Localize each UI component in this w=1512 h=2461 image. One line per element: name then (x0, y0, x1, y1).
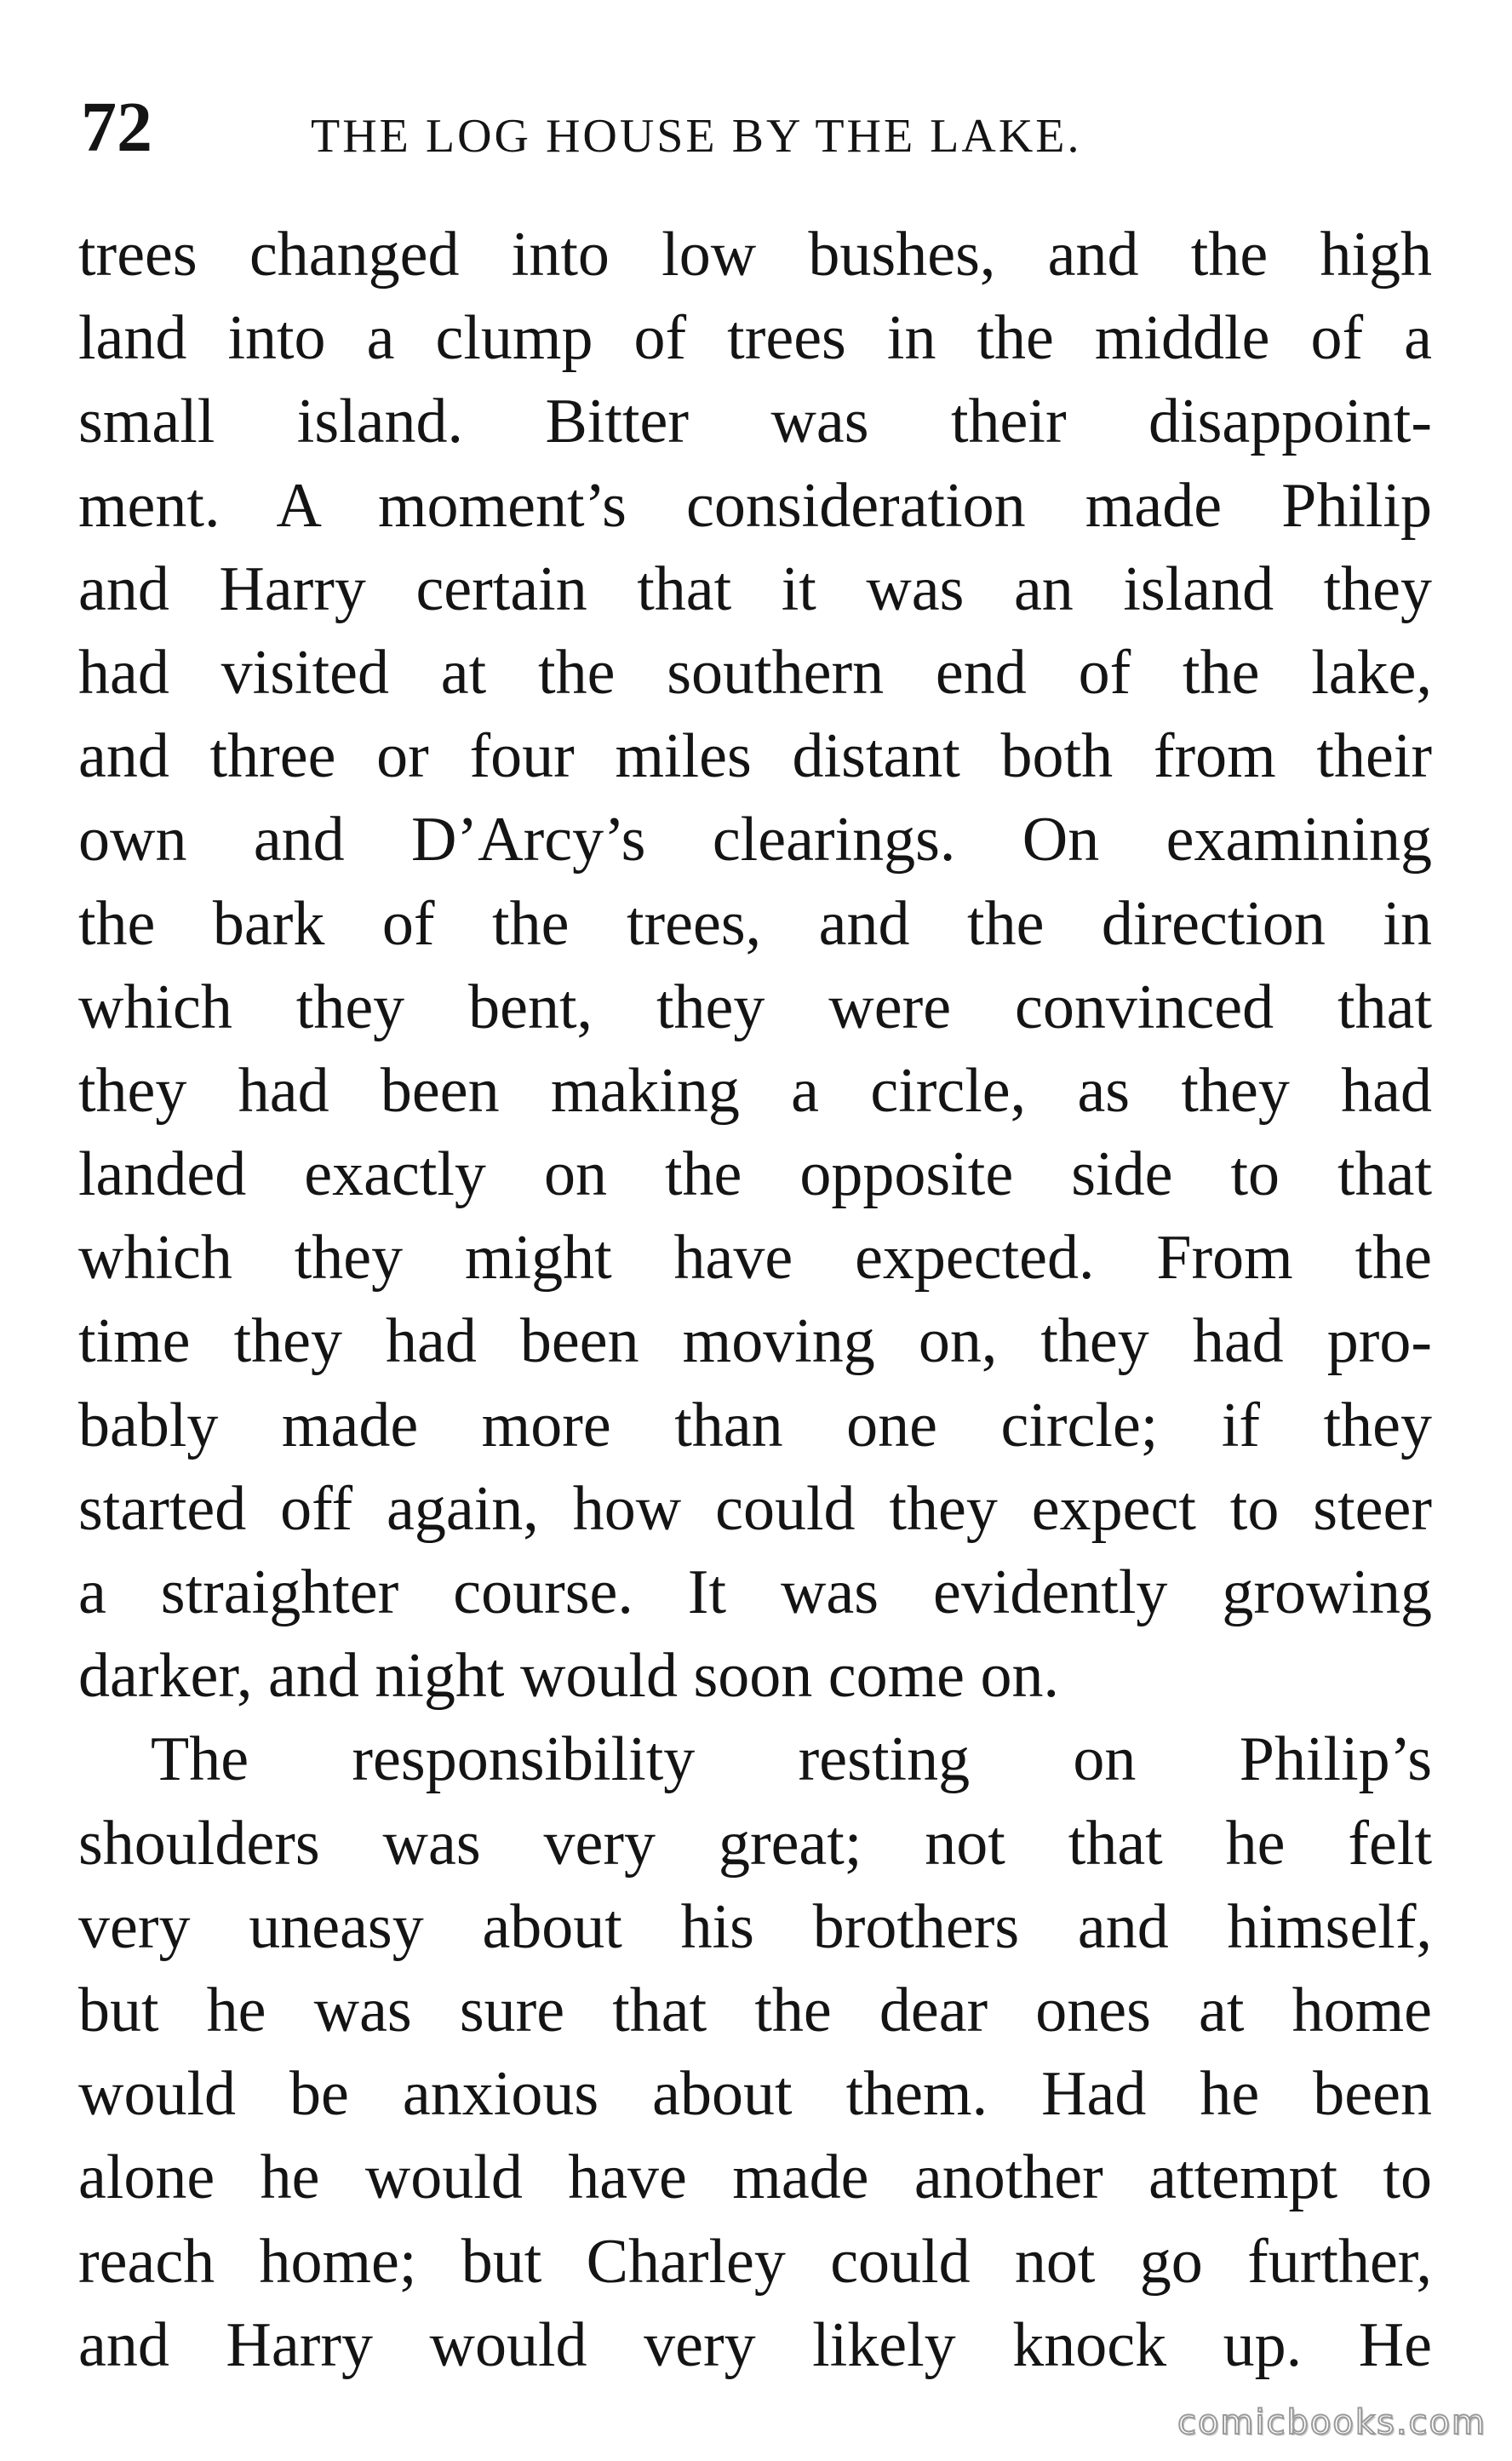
text-line: but he was sure that the dear ones at home (78, 1975, 1432, 2045)
text-line: shoulders was very great; not that he felt (78, 1808, 1432, 1879)
text-line: had visited at the southern end of the lake, (78, 637, 1432, 708)
watermark-logo: comicbooks.com (1177, 2403, 1486, 2442)
page-header (81, 81, 1435, 175)
text-line: and Harry would very likely knock up. He (78, 2309, 1432, 2380)
text-line: which they might have expected. From the (78, 1223, 1432, 1294)
text-line: would be anxious about them. Had he been (78, 2059, 1432, 2130)
text-line: and three or four miles distant both from their (78, 721, 1432, 792)
text-line: bably made more than one circle; if they (78, 1390, 1432, 1460)
text-line: the bark of the trees, and the direction in (78, 888, 1432, 959)
text-line: and Harry certain that it was an island they (78, 554, 1432, 624)
text-line: ment. A moment’s consideration made Philip (78, 470, 1432, 541)
text-line: small island. Bitter was their disappoint- (78, 387, 1432, 457)
text-line: started off again, how could they expect to steer (78, 1473, 1432, 1544)
text-line: which they bent, they were convinced that (78, 972, 1432, 1042)
text-line: reach home; but Charley could not go further, (78, 2226, 1432, 2297)
text-line: The responsibility resting on Philip’s (151, 1724, 1432, 1795)
text-line: darker, and night would soon come on. (78, 1641, 1060, 1712)
text-line: own and D’Arcy’s clearings. On examining (78, 805, 1432, 875)
text-line: time they had been moving on, they had pro- (78, 1306, 1432, 1377)
text-line: alone he would have made another attempt to (78, 2143, 1432, 2213)
paragraph (78, 1718, 1432, 2387)
text-line: they had been making a circle, as they had (78, 1055, 1432, 1126)
body-text (78, 213, 1432, 2387)
page-number: 72 (81, 88, 152, 167)
text-line: land into a clump of trees in the middle of a (78, 303, 1432, 374)
paragraph (78, 213, 1432, 1718)
text-line: landed exactly on the opposite side to that (78, 1139, 1432, 1210)
text-line: trees changed into low bushes, and the high (78, 220, 1432, 290)
text-line: very uneasy about his brothers and himself, (78, 1891, 1432, 1962)
running-head: THE LOG HOUSE BY THE LAKE. (311, 110, 1082, 163)
text-line: a straighter course. It was evidently growing (78, 1557, 1432, 1627)
